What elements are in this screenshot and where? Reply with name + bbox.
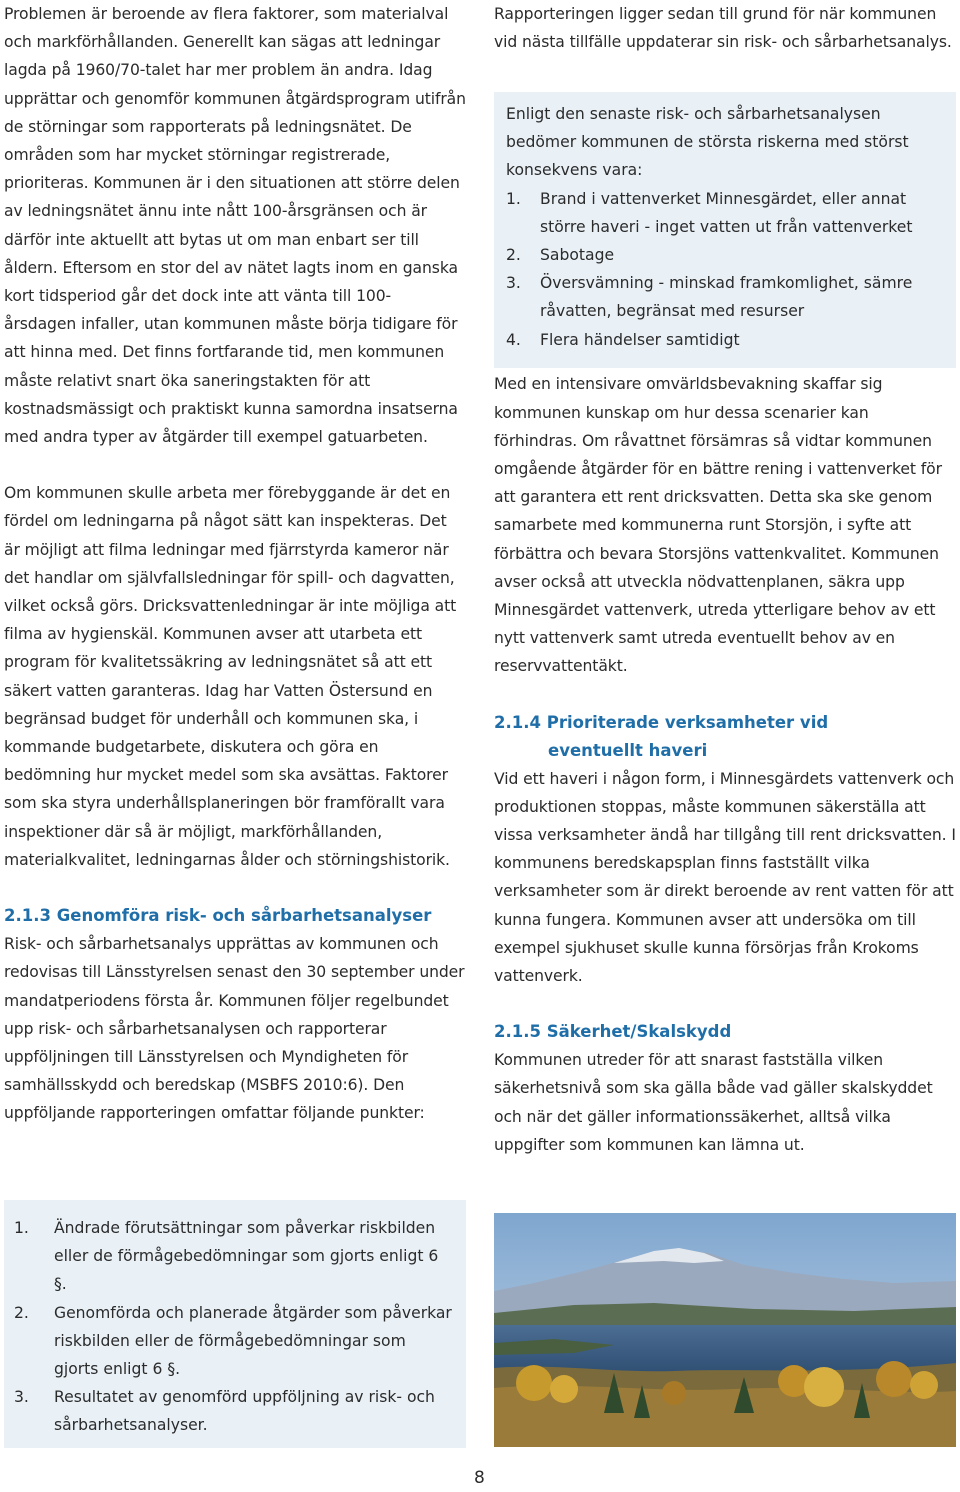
list-item-text: Flera händelser samtidigt (540, 330, 740, 349)
list-item-number: 2. (14, 1303, 29, 1322)
list-item (14, 1214, 454, 1299)
list-item-number: 3. (506, 274, 521, 293)
right-paragraph-3: Vid ett haveri i någon form, i Minnesgärdets vattenverk och produktionen stoppas, måste kommunen säkerställa att vissa verksamheter ändå har tillgång till rent dricksvatten. I kommunens beredskapsplan finns fastställt vilka verksamheter som är direkt beroende av rent vatten för att kunna fungera. Kommunen avser att undersöka om till exempel sjukhuset skulle kunna försörjas från Krokoms vattenverk. (494, 769, 956, 986)
page-number: 8 (474, 1468, 485, 1488)
left-paragraph-1: Problemen är beroende av flera faktorer, som materialval och markförhållanden. Generellt kan sägas att ledningar lagda på 1960/70-talet har mer problem än andra. Idag upprättar och genomför kommunen åtgärdsprogram utifrån de störningar som rapporterats på ledningsnätet. De områden som har mycket störningar registrerade, prioriteras. Kommunen är i den situationen att större delen av ledningsnätet ännu inte nått 100-årsgränsen och är därför inte aktuellt att bytas ut om man enbart ser till åldern. Eftersom en stor del av nätet lagts inom en ganska kort tidsperiod går det dock inte att vänta till 100- årsdagen infaller, utan kommunen måste börja tidigare för att hinna med. Det finns fortfarande tid, men kommunen måste relativt snart öka saneringstakten för att kostnadsmässigt och praktiskt kunna samordna insatserna med andra typer av åtgärder till exempel gatuarbeten. (4, 5, 466, 447)
heading-2-1-4-line-1: 2.1.4 Prioriterade verksamheter vid (494, 712, 829, 732)
list-item-text: Brand i vattenverket Minnesgärdet, eller annat större haveri - inget vatten ut från vattenverket (540, 189, 913, 236)
list-item-text: Resultatet av genomförd uppföljning av risk- och sårbarhetsanalyser. (54, 1388, 435, 1435)
list-item-text: Ändrade förutsättningar som påverkar riskbilden eller de förmågebedömningar som gjorts enligt 6 §. (54, 1219, 439, 1294)
left-paragraph-3: Risk- och sårbarhetsanalys upprättas av kommunen och redovisas till Länsstyrelsen senast den 30 september under mandatperiodens första år. Kommunen följer regelbundet upp risk- och sårbarhetsanalysen och rapporterar uppföljningen till Länsstyrelsen och Myndigheten för samhällsskydd och beredskap (MSBFS 2010:6). Den uppföljande rapporteringen omfattar följande punkter: (4, 935, 465, 1123)
left-column (4, 0, 466, 1128)
follow-up-points-box (4, 1200, 466, 1448)
landscape-photo (494, 1213, 956, 1447)
landscape-photo-illustration (494, 1213, 956, 1447)
risk-box-intro: Enligt den senaste risk- och sårbarhetsanalysen bedömer kommunen de största riskerna med störst konsekvens vara: (506, 105, 909, 180)
list-item (506, 269, 944, 325)
heading-2-1-5: 2.1.5 Säkerhet/Skalskydd (494, 1022, 732, 1042)
list-item (506, 185, 944, 241)
heading-2-1-3: 2.1.3 Genomföra risk- och sårbarhetsanalyser (4, 906, 432, 926)
list-item (506, 326, 944, 354)
list-item-number: 4. (506, 330, 521, 349)
list-item (14, 1299, 454, 1384)
risk-assessment-box (494, 92, 956, 368)
follow-up-list (14, 1214, 454, 1440)
left-paragraph-2: Om kommunen skulle arbeta mer förebyggande är det en fördel om ledningarna på något sätt kan inspekteras. Det är möjligt att filma ledningar med fjärrstyrda kameror när det handlar om självfallsledningar för spill- och dagvatten, vilket också görs. Dricksvattenledningar är inte möjliga att filma av hygienskäl. Kommunen avser att utarbeta ett program för kvalitetssäkring av ledningsnätet så att ett säkert vatten garanteras. Idag har Vatten Östersund en begränsad budget för underhåll och kommunen ska, i kommande budgetarbete, diskutera och göra en bedömning hur mycket medel som ska avsättas. Faktorer som ska styra underhållsplaneringen bör framförallt vara inspektioner där så är möjligt, markförhållanden, materialkvalitet, ledningarnas ålder och störningshistorik. (4, 484, 457, 869)
list-item-text: Översvämning - minskad framkomlighet, sämre råvatten, begränsat med resurser (540, 274, 913, 321)
list-item-text: Sabotage (540, 246, 615, 265)
list-item-number: 2. (506, 246, 521, 265)
list-item-number: 1. (14, 1219, 29, 1237)
heading-2-1-4 (494, 709, 956, 765)
list-item (506, 241, 944, 269)
right-paragraph-4: Kommunen utreder för att snarast fastställa vilken säkerhetsnivå som ska gälla både vad gäller skalskyddet och när det gäller informationssäkerhet, alltså vilka uppgifter som kommunen kan lämna ut. (494, 1051, 933, 1154)
list-item-text: Genomförda och planerade åtgärder som påverkar riskbilden eller de förmågebedömningar som gjorts enligt 6 §. (54, 1303, 452, 1379)
right-paragraph-2: Med en intensivare omvärldsbevakning skaffar sig kommunen kunskap om hur dessa scenarier kan förhindras. Om råvattnet försämras så vidtar kommunen omgående åtgärder för en bättre rening i vattenverket för att garantera ett rent dricksvatten. Detta ska ske genom samarbete med kommunerna runt Storsjön, i syfte att förbättra och bevara Storsjöns vattenkvalitet. Kommunen avser också att utveckla nödvattenplanen, säkra upp Minnesgärdet vattenverk, utreda ytterligare behov av ett nytt vattenverk samt utreda eventuellt behov av en reservvattentäkt. (494, 375, 942, 676)
list-item-number: 1. (506, 189, 521, 208)
risk-list (506, 185, 944, 354)
heading-2-1-4-line-2: eventuellt haveri (548, 740, 708, 760)
list-item-number: 3. (14, 1388, 29, 1407)
right-paragraph-1: Rapporteringen ligger sedan till grund för när kommunen vid nästa tillfälle uppdaterar sin risk- och sårbarhetsanalys. (494, 5, 952, 52)
list-item (14, 1383, 454, 1439)
